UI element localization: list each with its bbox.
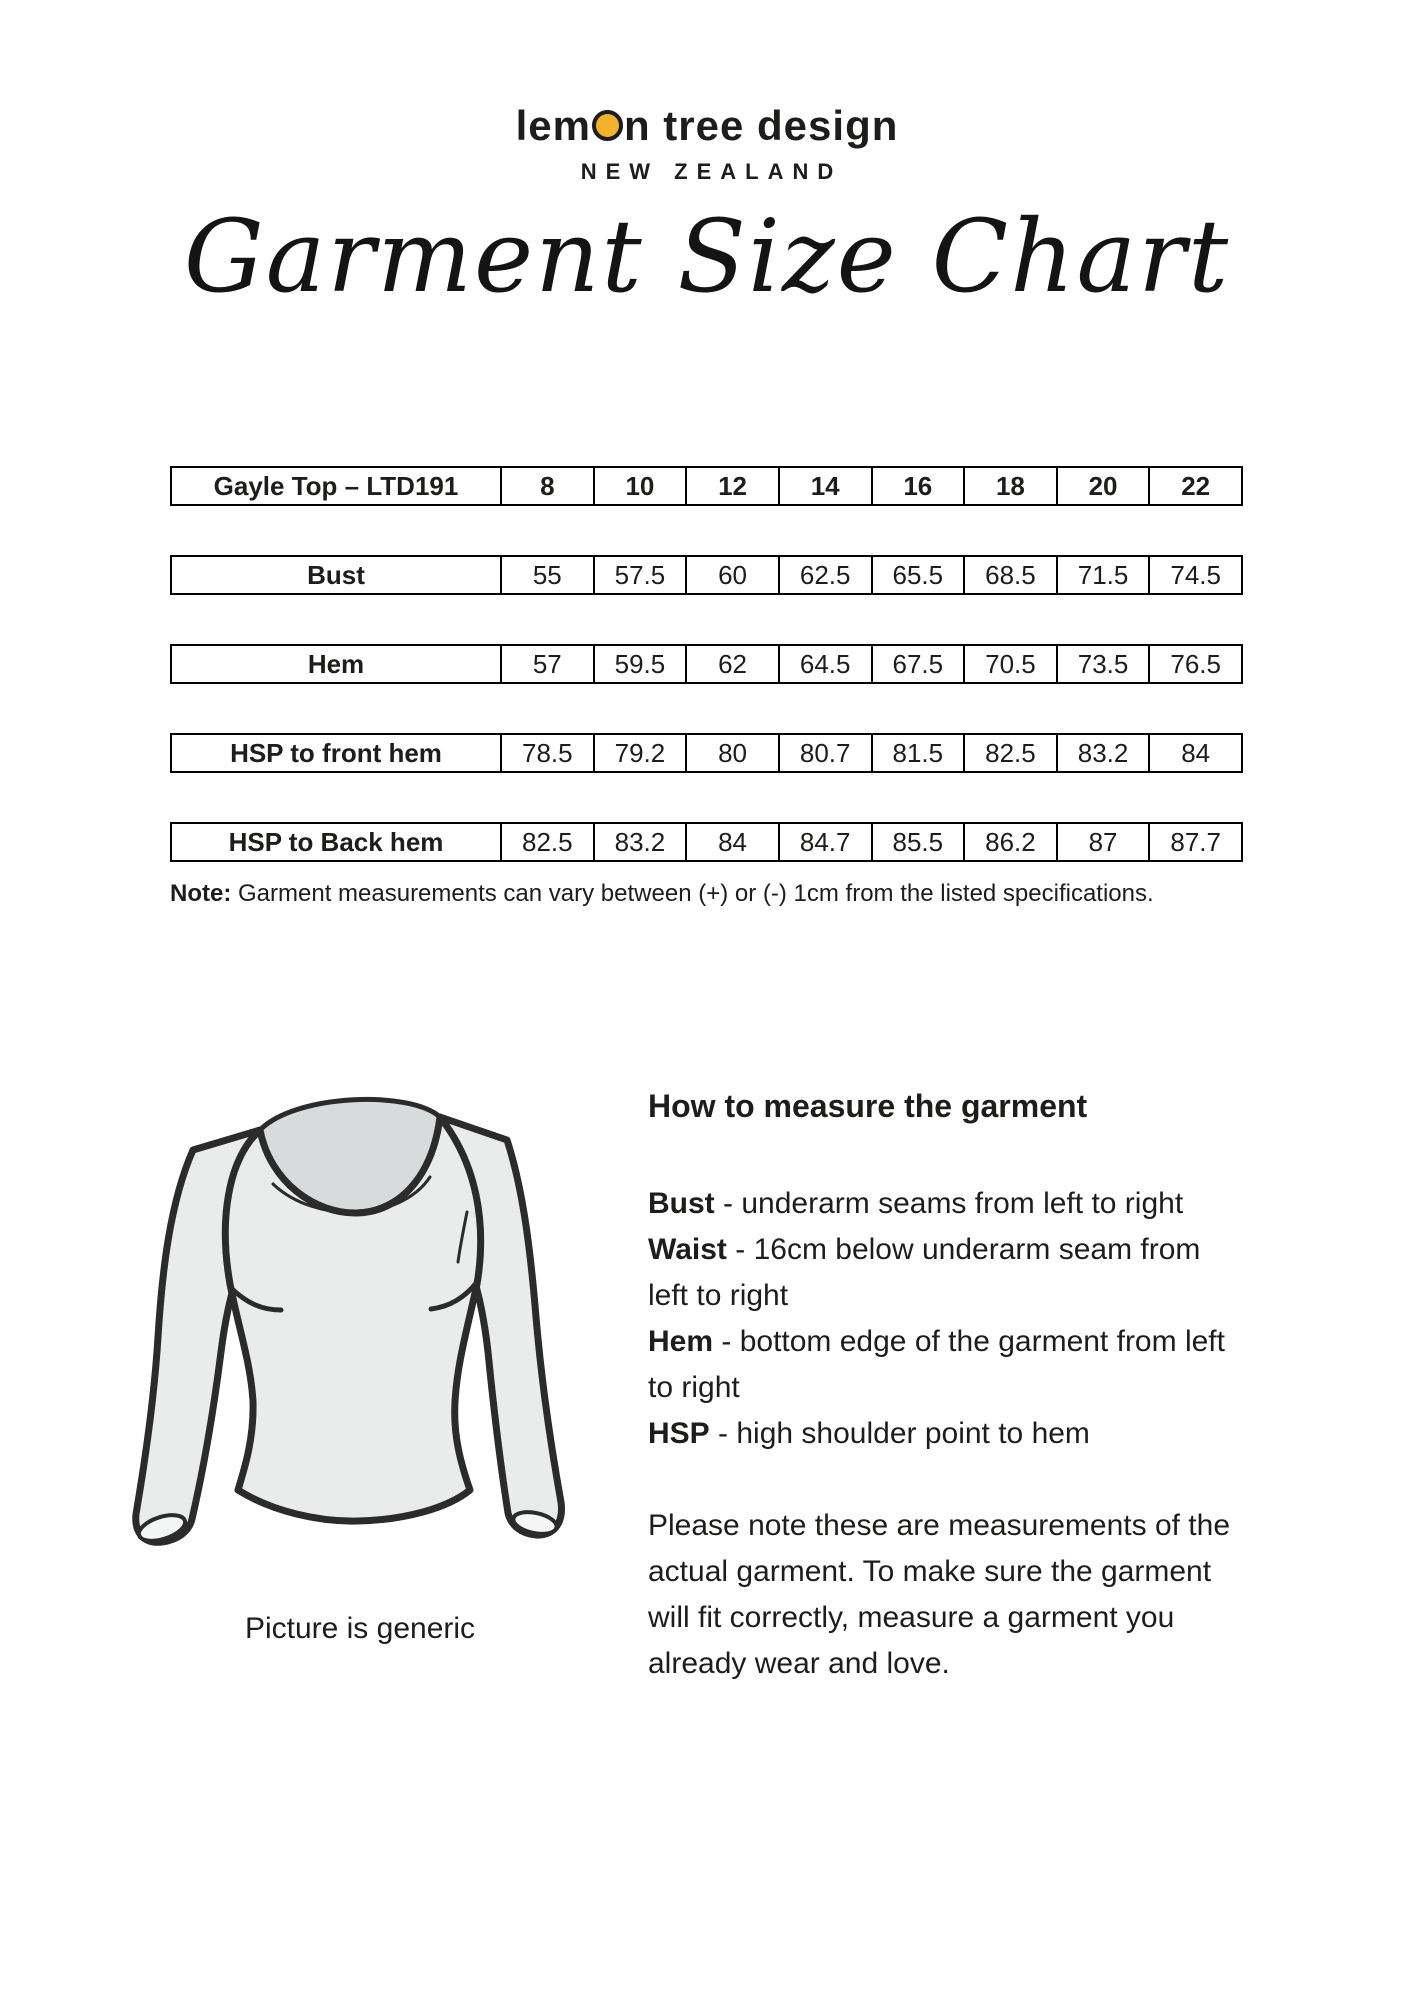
page-title: Garment Size Chart xyxy=(183,198,1231,315)
size-column-header: 22 xyxy=(1149,467,1242,505)
size-column-header: 14 xyxy=(779,467,872,505)
measurement-value: 86.2 xyxy=(964,823,1057,861)
note-text: Garment measurements can vary between (+) or (-) 1cm from the listed specifications. xyxy=(238,880,1154,907)
measurement-value: 71.5 xyxy=(1057,556,1150,594)
brand-logo xyxy=(0,102,1414,185)
closing-paragraph: Please note these are measurements of the actual garment. To make sure the garment will fit correctly, measure a garment you already wear and love. xyxy=(648,1509,1231,1680)
size-column-header: 12 xyxy=(686,467,779,505)
measurement-value: 84 xyxy=(1149,734,1242,772)
measurement-row xyxy=(170,555,1243,595)
measurement-value: 73.5 xyxy=(1057,645,1150,683)
note-label: Note: xyxy=(170,880,232,907)
measurement-rows xyxy=(170,555,1243,862)
measurement-value: 85.5 xyxy=(872,823,965,861)
long-sleeve-top-drawing xyxy=(115,1072,605,1607)
measurement-value: 57.5 xyxy=(594,556,687,594)
measurement-value: 81.5 xyxy=(872,734,965,772)
definition-text: - high shoulder point to hem xyxy=(718,1417,1090,1450)
measurement-value: 70.5 xyxy=(964,645,1057,683)
measurement-value: 82.5 xyxy=(964,734,1057,772)
sizes-row xyxy=(171,467,1242,505)
definition-term: Waist xyxy=(648,1233,727,1266)
size-column-header: 10 xyxy=(594,467,687,505)
measurement-value: 80.7 xyxy=(779,734,872,772)
size-column-header: 18 xyxy=(964,467,1057,505)
measurement-value: 67.5 xyxy=(872,645,965,683)
measurement-value: 87.7 xyxy=(1149,823,1242,861)
measurement-definition xyxy=(648,1181,1248,1227)
measurement-value: 62.5 xyxy=(779,556,872,594)
size-chart-header-row xyxy=(170,466,1243,506)
measurement-value: 84 xyxy=(686,823,779,861)
measurement-label: HSP to Back hem xyxy=(171,823,501,861)
measurement-value: 87 xyxy=(1057,823,1150,861)
measurement-value: 59.5 xyxy=(594,645,687,683)
how-to-measure-section xyxy=(648,1088,1248,1687)
brand-name-prefix: lem xyxy=(515,102,591,149)
measurement-value: 83.2 xyxy=(594,823,687,861)
definition-text: - bottom edge of the garment from left to right xyxy=(648,1325,1225,1404)
brand-name xyxy=(0,102,1414,150)
measurement-value: 76.5 xyxy=(1149,645,1242,683)
measurement-definitions xyxy=(648,1181,1248,1457)
measurement-row xyxy=(170,644,1243,684)
measurement-definition xyxy=(648,1411,1248,1457)
measurement-value: 79.2 xyxy=(594,734,687,772)
measurement-value: 68.5 xyxy=(964,556,1057,594)
measurement-value: 55 xyxy=(501,556,594,594)
measurement-value: 80 xyxy=(686,734,779,772)
lemon-dot-icon xyxy=(592,110,623,141)
measurement-value: 84.7 xyxy=(779,823,872,861)
measurement-label: HSP to front hem xyxy=(171,734,501,772)
measurement-value: 65.5 xyxy=(872,556,965,594)
definition-term: Hem xyxy=(648,1325,714,1358)
measurement-value: 83.2 xyxy=(1057,734,1150,772)
definition-term: Bust xyxy=(648,1187,715,1220)
measurement-value: 74.5 xyxy=(1149,556,1242,594)
size-column-header: 20 xyxy=(1057,467,1150,505)
measurement-value: 64.5 xyxy=(779,645,872,683)
measurement-label: Hem xyxy=(171,645,501,683)
measurement-definition xyxy=(648,1319,1248,1411)
size-column-header: 16 xyxy=(872,467,965,505)
garment-illustration xyxy=(115,1072,605,1646)
measurement-value: 82.5 xyxy=(501,823,594,861)
measurement-definition xyxy=(648,1227,1248,1319)
measurement-value: 78.5 xyxy=(501,734,594,772)
note-line xyxy=(170,880,1270,908)
definition-text: - 16cm below underarm seam from left to right xyxy=(648,1233,1201,1312)
definition-term: HSP xyxy=(648,1417,710,1450)
size-column-header: 8 xyxy=(501,467,594,505)
product-name: Gayle Top – LTD191 xyxy=(171,467,501,505)
measurement-value: 60 xyxy=(686,556,779,594)
measurement-label: Bust xyxy=(171,556,501,594)
illustration-caption: Picture is generic xyxy=(244,1612,476,1645)
brand-country: NEW ZEALAND xyxy=(580,159,843,184)
size-chart xyxy=(170,466,1243,911)
definition-text: - underarm seams from left to right xyxy=(723,1187,1184,1220)
measurement-value: 62 xyxy=(686,645,779,683)
measurement-value: 57 xyxy=(501,645,594,683)
brand-name-suffix: n tree design xyxy=(623,102,899,149)
measurement-row xyxy=(170,733,1243,773)
measurement-row xyxy=(170,822,1243,862)
how-to-heading: How to measure the garment xyxy=(648,1088,1088,1124)
